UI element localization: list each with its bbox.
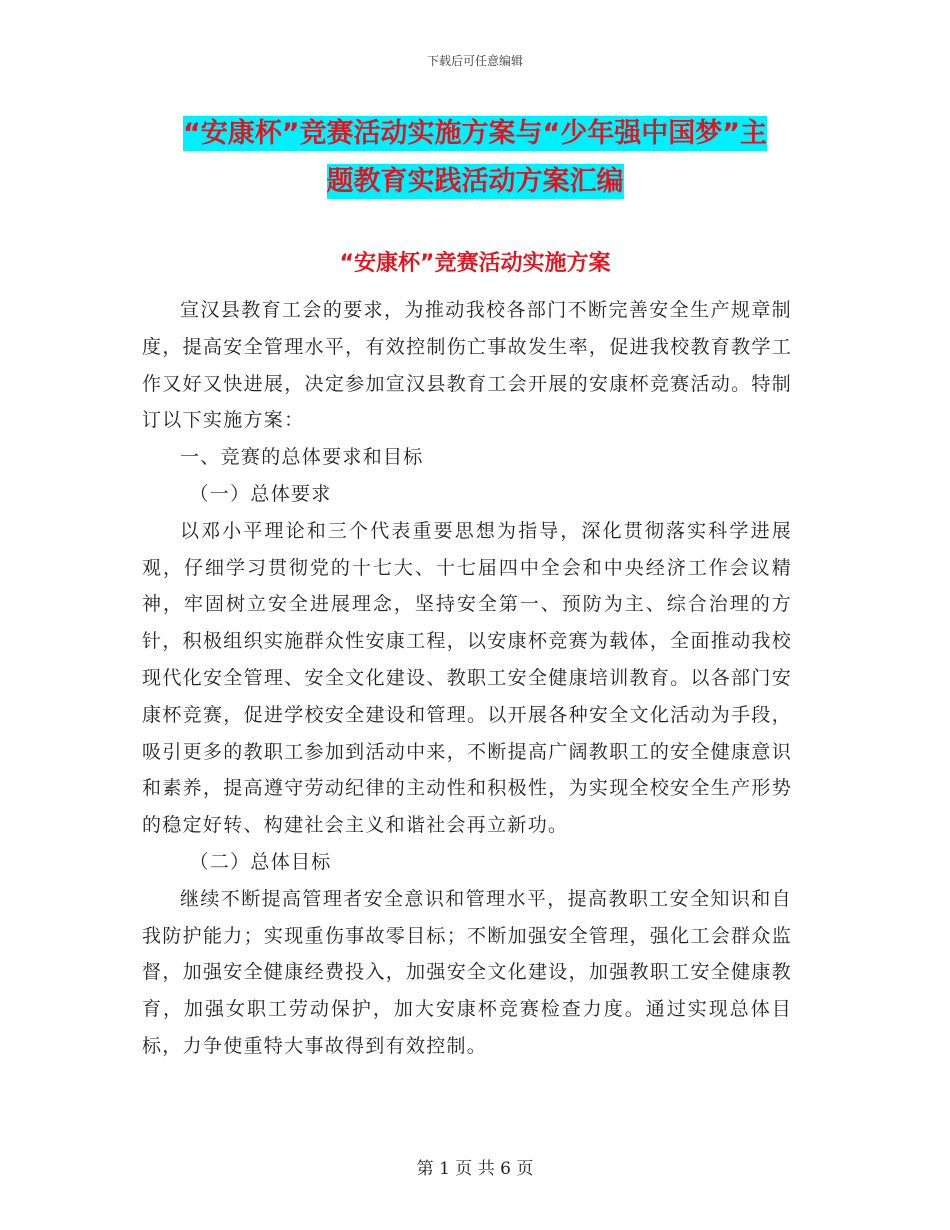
header-note: 下载后可任意编辑 xyxy=(426,54,523,68)
subheading-general-requirements: （一）总体要求 xyxy=(189,482,332,505)
paragraph-intro: 宣汉县教育工会的要求，为推动我校各部门不断完善安全生产规章制度，提高安全管理水平，有效控制伤亡事故发生率，促进我校教育教学工作又好又快进展，决定参加宣汉县教育工会开展的安康杯竞赛活动。特制订以下实施方案： xyxy=(142,299,792,432)
title-line-1: “安康杯”竞赛活动实施方案与“少年强中国梦”主 xyxy=(183,118,767,149)
paragraph-goals: 继续不断提高管理者安全意识和管理水平，提高教职工安全知识和自我防护能力；实现重伤事故零目标；不断加强安全管理，强化工会群众监督，加强安全健康经费投入，加强安全文化建设，加强教职工安全健康教育，加强女职工劳动保护，加大安康杯竞赛检查力度。通过实现总体目标，力争使重特大事故得到有效控制。 xyxy=(142,887,792,1057)
title-line-2: 题教育实践活动方案汇编 xyxy=(326,166,624,197)
page-footer: 第 1 页 共 6 页 xyxy=(416,1159,534,1179)
subheading-general-goals: （二）总体目标 xyxy=(189,850,332,873)
section-title: “安康杯”竞赛活动实施方案 xyxy=(339,251,611,276)
paragraph-requirements: 以邓小平理论和三个代表重要思想为指导，深化贯彻落实科学进展观，仔细学习贯彻党的十七大、十七届四中全会和中央经济工作会议精神，牢固树立安全进展理念，坚持安全第一、预防为主、综合治理的方针，积极组织实施群众性安康工程，以安康杯竞赛为载体，全面推动我校现代化安全管理、安全文化建设、教职工安全健康培训教育。以各部门安康杯竞赛，促进学校安全建设和管理。以开展各种安全文化活动为手段，吸引更多的教职工参加到活动中来，不断提高广阔教职工的安全健康意识和素养，提高遵守劳动纪律的主动性和积极性，为实现全校安全生产形势的稳定好转、构建社会主义和谐社会再立新功。 xyxy=(142,519,792,837)
document-body xyxy=(142,292,792,1065)
heading-general-requirements-goals: 一、竞赛的总体要求和目标 xyxy=(180,446,424,469)
document-title xyxy=(140,110,810,206)
